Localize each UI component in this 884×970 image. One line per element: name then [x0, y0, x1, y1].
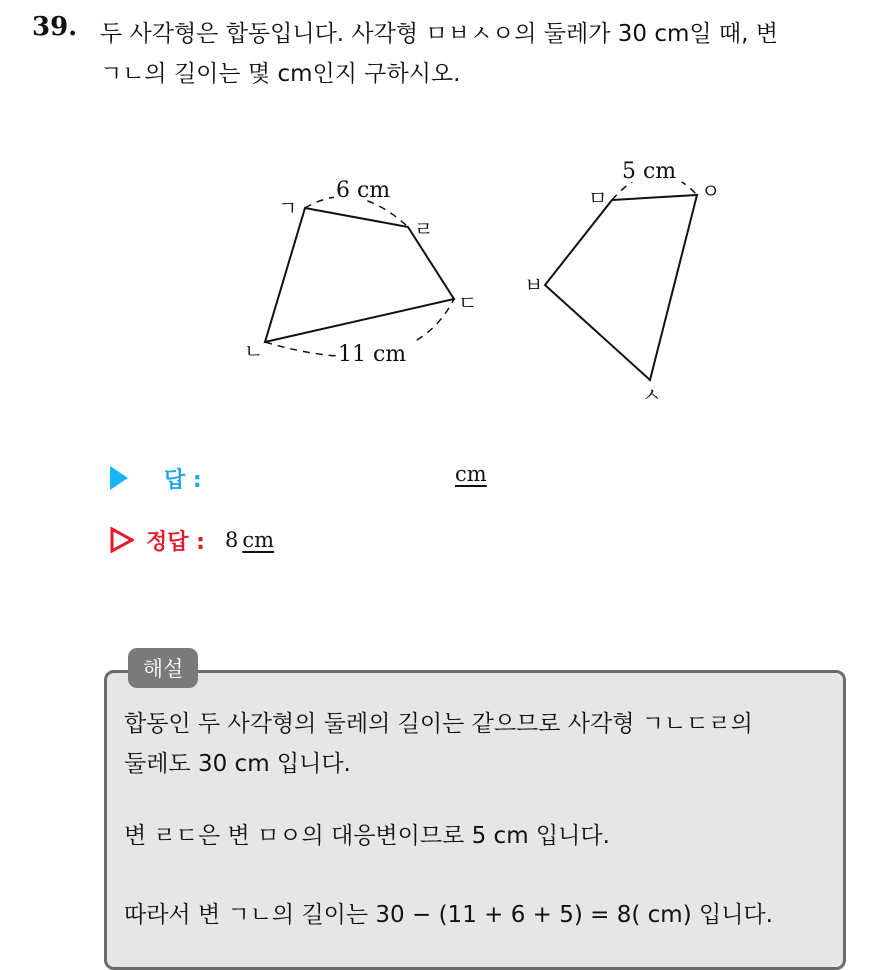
correct-arrow-outline-icon: [110, 527, 134, 553]
vertex-m-label: ㅁ: [588, 186, 608, 210]
correct-answer-label: 정답 :: [146, 529, 205, 555]
answer-unit-blank: cm: [455, 462, 487, 486]
vertex-s-label: ㅅ: [642, 383, 662, 407]
question-line-2: ㄱㄴ의 길이는 몇 cm인지 구하시오.: [100, 61, 461, 87]
vertex-d-label: ㄷ: [458, 291, 478, 315]
question-number: 39.: [32, 12, 78, 42]
correct-answer-number: 8: [224, 528, 239, 552]
explanation-line-2: 둘레도 30 cm 입니다.: [124, 751, 351, 777]
top-length-label-2: 5 cm: [622, 159, 677, 184]
correct-answer-row: [110, 522, 274, 558]
top-length-label-1: 6 cm: [336, 178, 391, 203]
vertex-r-label: ㄹ: [414, 217, 434, 241]
answer-arrow-icon: [110, 466, 128, 490]
quadrilateral-2: [545, 195, 697, 380]
explanation-line-3: 변 ㄹㄷ은 변 ㅁㅇ의 대응변이므로 5 cm 입니다.: [124, 823, 610, 849]
vertex-b-label: ㅂ: [524, 273, 544, 297]
correct-answer-value: [225, 528, 274, 552]
explanation-tag: 해설: [128, 648, 198, 688]
vertex-o-label: ㅇ: [701, 179, 721, 203]
congruent-quadrilaterals-figure: [0, 0, 884, 440]
correct-answer-unit: cm: [242, 528, 275, 552]
question-line-1: 두 사각형은 합동입니다. 사각형 ㅁㅂㅅㅇ의 둘레가 30 cm일 때, 변: [100, 21, 778, 47]
explanation-line-1: 합동인 두 사각형의 둘레의 길이는 같으므로 사각형 ㄱㄴㄷㄹ의: [124, 711, 753, 737]
bottom-length-label-1: 11 cm: [338, 342, 407, 367]
explanation-line-4: 따라서 변 ㄱㄴ의 길이는 30 − (11 + 6 + 5) = 8( cm) 입니다.: [124, 902, 773, 928]
answer-label: 답 :: [164, 467, 202, 493]
vertex-g-label: ㄱ: [278, 196, 298, 220]
vertex-n-label: ㄴ: [244, 339, 264, 363]
answer-row: [110, 460, 202, 496]
